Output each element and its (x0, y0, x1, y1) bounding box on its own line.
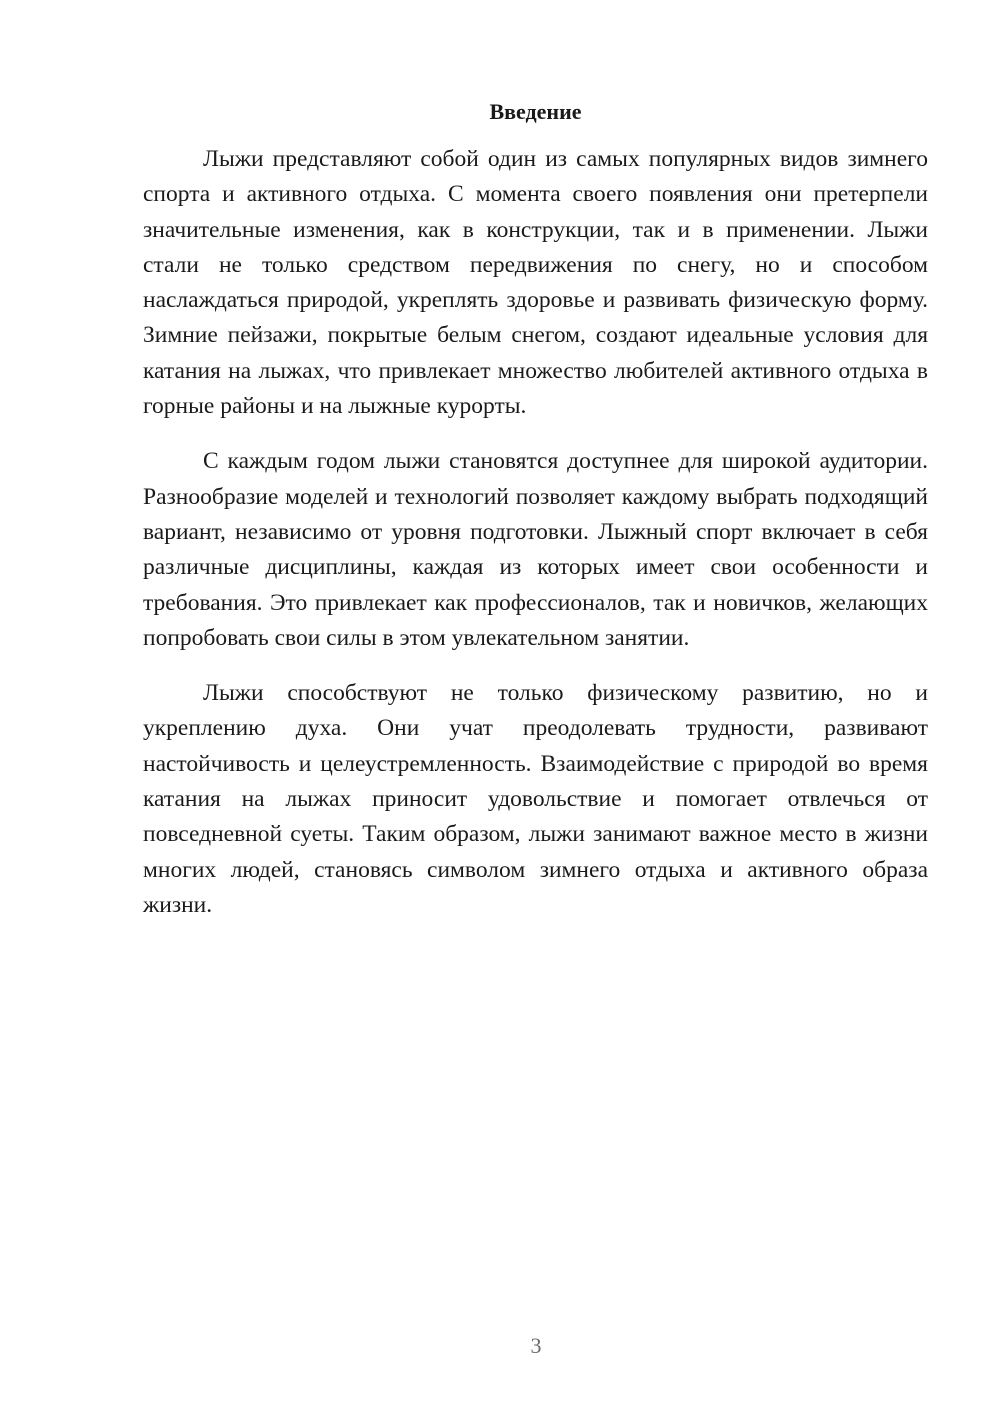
paragraph-3: Лыжи способствуют не только физическому развитию, но и укреплению духа. Они учат преодолевать трудности, развивают настойчивость и целеустремленность. Взаимодействие с природой во время катания на лыжах приносит удовольствие и помогает отвлечься от повседневной суеты. Таким образом, лыжи занимают важное место в жизни многих людей, становясь символом зимнего отдыха и активного образа жизни. (143, 680, 928, 918)
body-text (143, 142, 928, 943)
paragraph-2: С каждым годом лыжи становятся доступнее для широкой аудитории. Разнообразие моделей и технологий позволяет каждому выбрать подходящий вариант, независимо от уровня подготовки. Лыжный спорт включает в себя различные дисциплины, каждая из которых имеет свои особенности и требования. Это привлекает как профессионалов, так и новичков, желающих попробовать свои силы в этом увлекательном занятии. (143, 448, 928, 651)
section-heading: Введение (489, 99, 582, 124)
paragraph-1: Лыжи представляют собой один из самых популярных видов зимнего спорта и активного отдыха. С момента своего появления они претерпели значительные изменения, как в конструкции, так и в применении. Лыжи стали не только средством передвижения по снегу, но и способом наслаждаться природой, укреплять здоровье и развивать физическую форму. Зимние пейзажи, покрытые белым снегом, создают идеальные условия для катания на лыжах, что привлекает множество любителей активного отдыха в горные районы и на лыжные курорты. (143, 146, 928, 420)
page-number: 3 (530, 1333, 542, 1358)
